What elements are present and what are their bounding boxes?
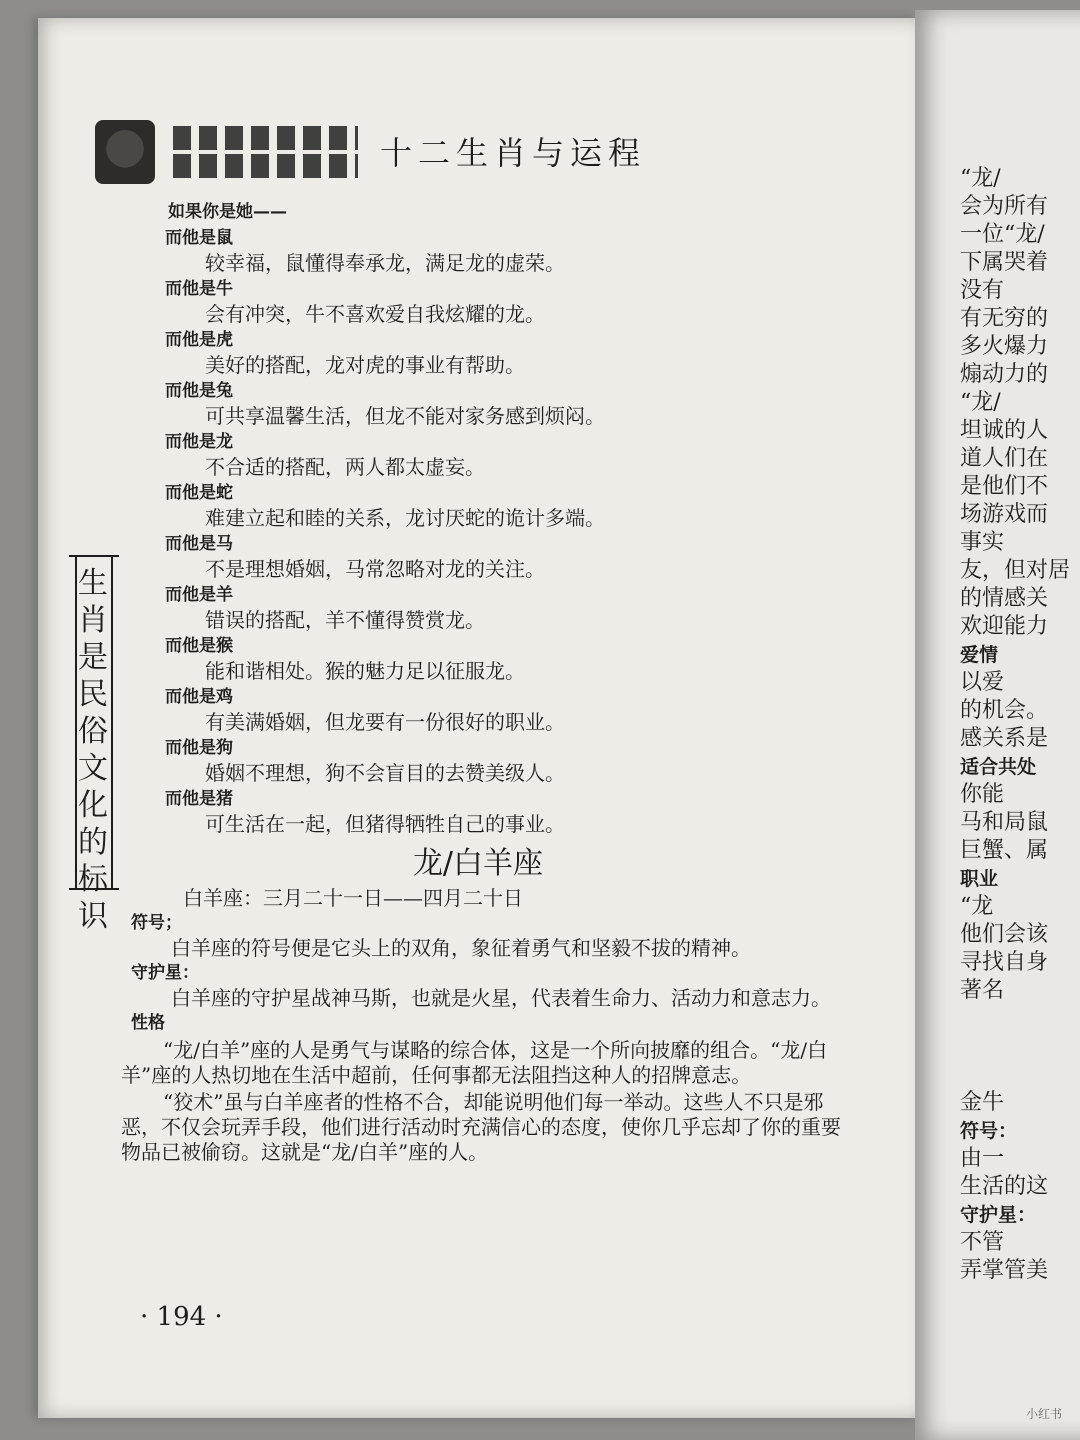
match-label: 而他是猪 [165,789,233,809]
right-page-line: 场游戏而 [960,502,1049,527]
guardian-text: 白羊座的守护星战神马斯，也就是火星，代表着生命力、活动力和意志力。 [171,986,831,1010]
sidebar-char: 化 [78,788,108,823]
right-page-line: 寻找自身 [960,950,1049,975]
sidebar-vertical-title [78,565,108,935]
match-text: 较幸福，鼠懂得奉承龙，满足龙的虚荣。 [205,251,565,275]
personality-paragraph: “龙/白羊”座的人是勇气与谋略的综合体，这是一个所向披靡的组合。“龙/白羊”座的人热切地在生活中超前，任何事都无法阻挡这种人的招牌意志。 [121,1038,828,1087]
left-page-content [113,200,843,1165]
right-page-line: 的情感关 [960,586,1049,611]
sidebar-char: 民 [78,677,108,712]
dragon-ornament-icon [95,120,155,184]
right-page-line: 生活的这 [960,1174,1049,1199]
right-page-line: 多火爆力 [960,334,1049,359]
right-page-line: 守护星： [960,1204,1037,1226]
right-page-line: “龙/ [960,390,1001,415]
personality-paragraph: “狡术”虽与白羊座者的性格不合，却能说明他们每一举动。这些人不只是邪恶，不仅会玩弄手段，他们进行活动时充满信心的态度，使你几乎忘却了你的重要物品已被偷窃。这就是“龙/白羊”座的人。 [121,1090,841,1164]
sidebar-char: 肖 [78,603,108,638]
right-page-line: 没有 [960,278,1005,303]
right-page-line: 的机会。 [960,698,1049,723]
right-page-line: 以爱 [960,670,1005,695]
sidebar-char: 的 [78,825,108,860]
personality-label: 性格 [131,1013,165,1033]
sidebar-char: 识 [78,899,108,934]
match-label: 而他是牛 [165,279,233,299]
sidebar-char: 标 [78,862,108,897]
section-heading: 龙/白羊座 [412,846,544,881]
symbol-text: 白羊座的符号便是它头上的双角，象征着勇气和坚毅不拔的精神。 [171,936,751,960]
right-page-line: 是他们不 [960,474,1049,499]
right-page-line: 著名 [960,978,1005,1003]
right-page-line: 金牛 [960,1090,1005,1115]
match-text: 不合适的搭配，两人都太虚妄。 [205,455,485,479]
match-text: 美好的搭配，龙对虎的事业有帮助。 [205,353,525,377]
match-text: 婚姻不理想，狗不会盲目的去赞美级人。 [205,761,565,785]
match-label: 而他是狗 [165,738,233,758]
symbol-label: 符号； [131,913,182,933]
match-text: 可共享温馨生活，但龙不能对家务感到烦闷。 [205,404,605,428]
intro-line: 如果你是她—— [168,202,287,222]
date-line: 白羊座：三月二十一日——四月二十日 [183,886,523,910]
sidebar-char: 文 [78,751,108,786]
right-page-line: 坦诚的人 [960,418,1049,443]
right-page-line: 由一 [960,1146,1005,1171]
right-page-line: 煽动力的 [960,362,1049,387]
right-page-line: 弄掌管美 [960,1258,1049,1283]
watermark: 小红书 [1025,1407,1062,1421]
sidebar-char: 是 [78,640,108,675]
right-page-line: 符号： [960,1120,1018,1142]
sidebar-char: 俗 [78,714,108,749]
right-page-line: 他们会该 [960,922,1049,947]
right-page-line: 一位“龙/ [960,222,1045,247]
right-page-line: 爱情 [960,644,999,666]
right-page-line: 有无穷的 [960,306,1049,331]
seal-script-decoration [173,154,358,178]
right-page-line: 道人们在 [960,446,1049,471]
match-label: 而他是猴 [165,636,233,656]
right-page-line: 马和局鼠 [960,810,1049,835]
right-page-line [960,1033,1080,1061]
right-page-line: 下属哭着 [960,250,1049,275]
match-label: 而他是龙 [165,432,233,452]
match-label: 而他是虎 [165,330,233,350]
right-page-line: 友，但对居 [960,558,1071,583]
right-page-line: “龙/ [960,166,1001,191]
right-page-line: 职业 [960,868,999,890]
right-page-line: 不管 [960,1230,1005,1255]
right-page-line: 感关系是 [960,726,1049,751]
match-text: 能和谐相处。猴的魅力足以征服龙。 [205,659,525,683]
right-page-line: “龙 [960,894,994,919]
page-number: · 194 · [140,1302,223,1332]
match-label: 而他是蛇 [165,483,233,503]
match-text: 可生活在一起，但猪得牺牲自己的事业。 [205,812,565,836]
match-label: 而他是鸡 [165,687,233,707]
right-page-line: 会为所有 [960,194,1049,219]
match-label: 而他是鼠 [165,228,233,248]
right-page-line: 巨蟹、属 [960,838,1049,863]
header-title: 十二生肖与运程 [380,134,647,172]
match-label: 而他是羊 [165,585,233,605]
match-text: 不是理想婚姻，马常忽略对龙的关注。 [205,557,545,581]
match-text: 有美满婚姻，但龙要有一份很好的职业。 [205,710,565,734]
right-page-line [960,1061,1080,1089]
match-text: 错误的搭配，羊不懂得赞赏龙。 [205,608,485,632]
right-page-text [960,165,1080,1285]
match-text: 会有冲突，牛不喜欢爱自我炫耀的龙。 [205,302,545,326]
right-page-line: 欢迎能力 [960,614,1049,639]
right-page-line: 事实 [960,530,1005,555]
seal-script-decoration [173,126,358,150]
match-label: 而他是兔 [165,381,233,401]
sidebar-char: 生 [78,566,108,601]
running-header [95,120,695,184]
match-text: 难建立起和睦的关系，龙讨厌蛇的诡计多端。 [205,506,605,530]
right-page-line: 你能 [960,782,1005,807]
guardian-label: 守护星： [131,963,199,983]
match-list [113,226,843,837]
match-label: 而他是马 [165,534,233,554]
right-page-line: 适合共处 [960,756,1037,778]
right-page-line [960,1005,1080,1033]
